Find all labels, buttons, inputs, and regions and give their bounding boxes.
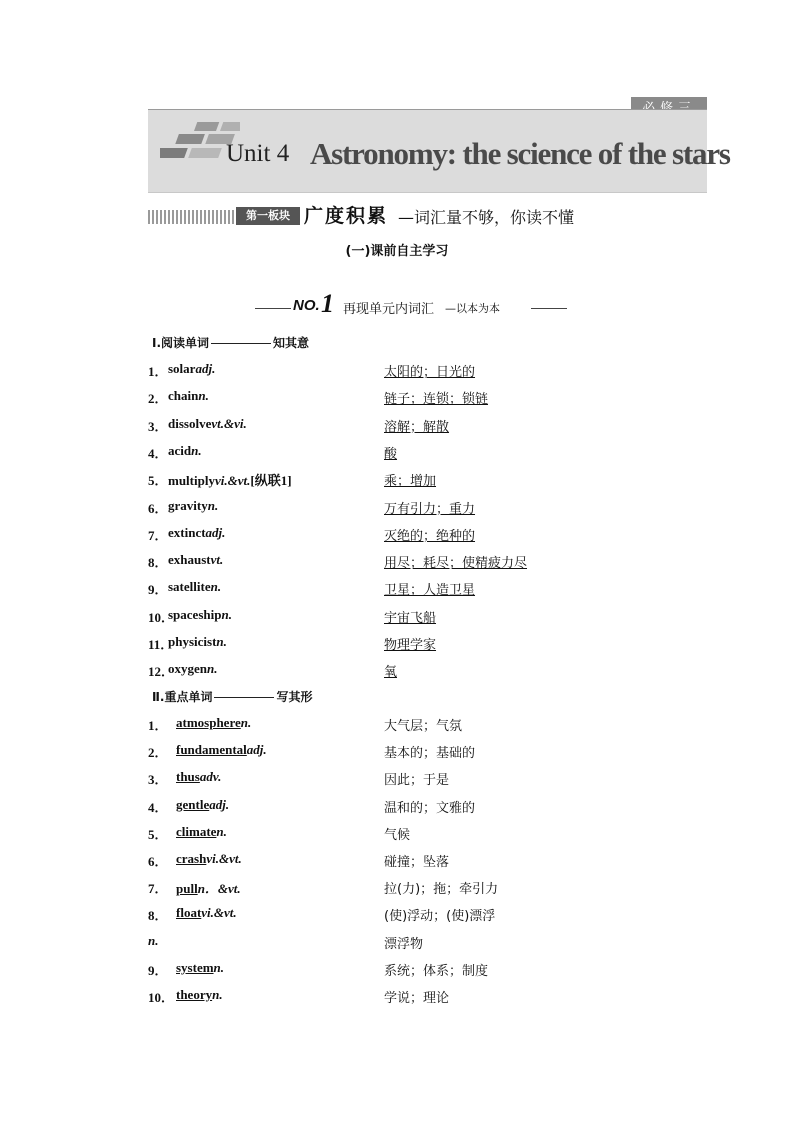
item-meaning: 漂浮物 bbox=[384, 936, 424, 952]
subheading: (一)课前自主学习 bbox=[345, 244, 449, 259]
list-item bbox=[148, 715, 708, 737]
list-item bbox=[148, 470, 708, 492]
item-word bbox=[168, 579, 221, 595]
part-of-speech: n. bbox=[207, 497, 219, 513]
list-item bbox=[148, 552, 708, 574]
item-number: 3． bbox=[148, 418, 168, 434]
part-of-speech: n. bbox=[210, 579, 222, 595]
word-text: fundamental bbox=[176, 742, 247, 758]
item-number: 5． bbox=[148, 826, 168, 842]
list-item bbox=[148, 661, 708, 683]
word-text: multiply bbox=[168, 473, 215, 489]
part-of-speech: n. bbox=[207, 661, 218, 677]
part2-heading-b: 写其形 bbox=[276, 690, 313, 704]
item-meaning: 灭绝的；绝种的 bbox=[384, 528, 476, 544]
word-text: extinct bbox=[168, 524, 206, 540]
item-word bbox=[168, 388, 209, 404]
item-meaning: 拉(力)；拖；牵引力 bbox=[384, 882, 499, 898]
item-number: 1． bbox=[148, 364, 168, 379]
part-of-speech: n. bbox=[240, 715, 252, 730]
list-item bbox=[148, 905, 708, 927]
item-word bbox=[176, 905, 237, 921]
item-number: 6． bbox=[148, 854, 168, 869]
part-of-speech: adj. bbox=[205, 524, 226, 540]
list-item bbox=[148, 742, 708, 764]
part-of-speech: n. bbox=[213, 959, 225, 975]
item-word bbox=[176, 960, 224, 976]
word-text: thus bbox=[176, 769, 200, 785]
part-of-speech: n. bbox=[212, 987, 223, 1002]
list-item bbox=[148, 987, 708, 1009]
item-number: 3． bbox=[148, 772, 168, 788]
item-meaning: 温和的；文雅的 bbox=[384, 800, 476, 816]
part2-heading bbox=[152, 688, 312, 705]
part-of-speech: n. bbox=[216, 823, 227, 839]
word-text: satellite bbox=[168, 579, 211, 595]
item-number: 8． bbox=[148, 908, 168, 924]
section-title: 广度积累 bbox=[304, 205, 389, 227]
list-item bbox=[148, 579, 708, 601]
part-of-speech: adj. bbox=[209, 796, 230, 812]
list-item bbox=[148, 878, 708, 900]
item-meaning: 基本的；基础的 bbox=[384, 746, 476, 762]
item-word bbox=[168, 443, 202, 459]
list-item bbox=[148, 525, 708, 547]
item-meaning: 酸 bbox=[384, 446, 398, 462]
list-item bbox=[148, 851, 708, 873]
item-meaning: 气候 bbox=[384, 827, 411, 843]
item-number: 9． bbox=[148, 582, 168, 598]
section-subtitle: —词汇量不够，你读不懂 bbox=[398, 208, 575, 227]
unit-banner bbox=[148, 109, 730, 193]
part-of-speech: vi.&vt. bbox=[201, 905, 237, 921]
item-meaning: 物理学家 bbox=[384, 638, 437, 653]
item-word bbox=[168, 552, 223, 568]
item-word bbox=[176, 851, 242, 867]
word-text: oxygen bbox=[168, 661, 207, 677]
list-item bbox=[148, 388, 708, 410]
decorative-stripes bbox=[148, 210, 234, 224]
item-number: 4． bbox=[148, 445, 168, 461]
item-word bbox=[176, 769, 221, 785]
item-meaning: 因此；于是 bbox=[384, 773, 450, 789]
part1-heading-b: 知其意 bbox=[273, 336, 310, 350]
part-of-speech: adj. bbox=[195, 361, 216, 376]
item-word bbox=[176, 797, 229, 813]
list-item bbox=[148, 634, 708, 656]
item-word bbox=[176, 987, 223, 1003]
item-word bbox=[168, 498, 218, 514]
part-of-speech: n．&vt. bbox=[197, 881, 241, 897]
part-of-speech: n. bbox=[221, 606, 232, 622]
item-number: 11． bbox=[148, 637, 174, 652]
word-text: exhaust bbox=[168, 552, 211, 568]
item-number: 2． bbox=[148, 745, 168, 761]
part1-heading bbox=[152, 334, 309, 351]
word-text: acid bbox=[168, 442, 192, 458]
item-meaning: 乘；增加 bbox=[384, 474, 437, 490]
part-of-speech: vi.&vt. bbox=[214, 473, 251, 489]
word-text: climate bbox=[176, 823, 217, 839]
item-word bbox=[176, 878, 241, 897]
word-text: float bbox=[176, 905, 202, 921]
item-number: 6． bbox=[148, 500, 168, 516]
item-word bbox=[168, 607, 232, 623]
no-number: 1 bbox=[321, 289, 334, 318]
unit-title: Astronomy: the science of the stars bbox=[310, 136, 730, 171]
item-meaning: 卫星；人造卫星 bbox=[384, 583, 476, 599]
list-item bbox=[148, 607, 708, 629]
item-number: 7． bbox=[148, 881, 168, 897]
part-of-speech: vt. bbox=[210, 552, 224, 568]
item-number: 8． bbox=[148, 555, 168, 571]
item-word bbox=[168, 525, 225, 541]
item-note: [纵联1] bbox=[250, 473, 292, 489]
part1-heading-a: Ⅰ.阅读单词 bbox=[152, 336, 210, 350]
item-number: 5． bbox=[148, 473, 168, 489]
unit-label: Unit 4 bbox=[226, 140, 290, 167]
no-subtitle: —以本为本 bbox=[445, 302, 500, 315]
item-meaning: 链子；连锁；锁链 bbox=[384, 392, 489, 408]
word-text: atmosphere bbox=[176, 715, 241, 730]
list-item bbox=[148, 797, 708, 819]
section-header bbox=[148, 204, 668, 228]
part-of-speech: n. bbox=[198, 388, 209, 404]
item-word bbox=[168, 634, 227, 650]
item-meaning: 用尽；耗尽；使精疲力尽 bbox=[384, 556, 528, 572]
part-of-speech: adj. bbox=[246, 742, 267, 758]
part-of-speech: n. bbox=[191, 442, 202, 458]
part-of-speech: vi.&vt. bbox=[206, 851, 242, 866]
no-prefix: NO. bbox=[293, 297, 320, 314]
word-text: chain bbox=[168, 388, 199, 404]
item-word bbox=[168, 416, 247, 432]
list-item bbox=[148, 769, 708, 791]
list-item bbox=[148, 416, 708, 438]
no1-heading bbox=[255, 289, 567, 321]
word-text: gentle bbox=[176, 796, 210, 812]
heading-dash bbox=[214, 697, 274, 698]
item-word bbox=[176, 824, 227, 840]
list-item bbox=[148, 824, 708, 846]
part-of-speech: vt.&vi. bbox=[211, 415, 247, 431]
part2-heading-a: Ⅱ.重点单词 bbox=[152, 690, 213, 704]
word-text: system bbox=[176, 959, 214, 975]
list-item bbox=[148, 443, 708, 465]
item-number: 10． bbox=[148, 609, 175, 625]
item-number: 9． bbox=[148, 962, 168, 978]
item-word bbox=[176, 715, 251, 731]
item-number: 12． bbox=[148, 664, 175, 680]
item-number: 10． bbox=[148, 990, 175, 1005]
list-item bbox=[148, 361, 708, 383]
word-text: crash bbox=[176, 851, 207, 866]
item-number: 7． bbox=[148, 527, 168, 543]
item-word bbox=[168, 470, 292, 489]
word-text: gravity bbox=[168, 497, 208, 513]
item-number: 2． bbox=[148, 391, 168, 407]
item-meaning: (使)浮动；(使)漂浮 bbox=[384, 909, 496, 925]
rule-right bbox=[531, 308, 567, 309]
item-word bbox=[148, 933, 158, 949]
item-meaning: 氧 bbox=[384, 665, 398, 681]
word-text: solar bbox=[168, 361, 196, 376]
part-of-speech: adv. bbox=[199, 769, 222, 785]
item-word bbox=[168, 361, 215, 377]
part-of-speech: n. bbox=[216, 634, 227, 649]
word-text: spaceship bbox=[168, 606, 222, 622]
item-meaning: 碰撞；坠落 bbox=[384, 855, 450, 870]
item-meaning: 大气层；气氛 bbox=[384, 719, 463, 734]
item-meaning: 太阳的；日光的 bbox=[384, 365, 476, 380]
part-of-speech: n. bbox=[148, 932, 159, 948]
item-meaning: 宇宙飞船 bbox=[384, 610, 437, 626]
word-text: pull bbox=[176, 881, 198, 897]
item-meaning: 系统；体系；制度 bbox=[384, 963, 489, 979]
item-number: 4． bbox=[148, 799, 168, 815]
list-item bbox=[148, 498, 708, 520]
item-meaning: 溶解；解散 bbox=[384, 419, 450, 435]
item-meaning: 学说；理论 bbox=[384, 991, 450, 1006]
section-label: 第一板块 bbox=[236, 207, 300, 225]
item-meaning: 万有引力；重力 bbox=[384, 501, 476, 517]
list-item bbox=[148, 933, 708, 955]
no-title: 再现单元内词汇 bbox=[343, 302, 435, 317]
item-word bbox=[176, 742, 267, 758]
list-item bbox=[148, 960, 708, 982]
rule-left bbox=[255, 308, 291, 309]
word-text: theory bbox=[176, 987, 213, 1002]
item-word bbox=[168, 661, 217, 677]
word-text: dissolve bbox=[168, 415, 212, 431]
heading-dash bbox=[211, 343, 271, 344]
item-number: 1． bbox=[148, 718, 168, 733]
word-text: physicist bbox=[168, 634, 217, 649]
